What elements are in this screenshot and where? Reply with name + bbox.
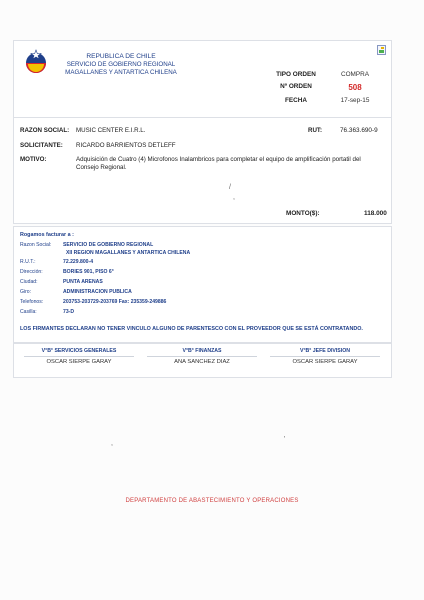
institution-line: SERVICIO DE GOBIERNO REGIONAL xyxy=(66,61,176,68)
signature-title: V°B° JEFE DIVISION xyxy=(270,348,380,357)
department-footer: DEPARTAMENTO DE ABASTECIMIENTO Y OPERACIONES xyxy=(125,498,299,504)
order-number-row xyxy=(270,83,388,92)
billing-row-value: XII REGION MAGALLANES Y ANTARTICA CHILENA xyxy=(66,250,191,256)
signature-title: V°B° FINANZAS xyxy=(147,348,257,357)
signature-title: V°B° SERVICIOS GENERALES xyxy=(24,348,134,357)
motivo-label: MOTIVO: xyxy=(20,156,47,163)
pen-mark: ' xyxy=(284,436,286,443)
billing-row-value: PUNTA ARENAS xyxy=(63,279,103,285)
government-crest-icon xyxy=(22,47,50,75)
billing-row-value: SERVICIO DE GOBIERNO REGIONAL xyxy=(63,242,154,248)
billing-row-label: Giro: xyxy=(20,289,32,295)
razon-social-value: MUSIC CENTER E.I.R.L. xyxy=(76,127,146,134)
billing-row-value: ADMINISTRACION PUBLICA xyxy=(63,289,132,295)
solicitante-value: RICARDO BARRIENTOS DETLEFF xyxy=(76,142,176,149)
order-number-value: 508 xyxy=(348,83,362,92)
order-header xyxy=(13,40,392,118)
rut-value: 76.363.690-9 xyxy=(340,127,378,134)
monto-value: 118.000 xyxy=(364,210,387,217)
motivo-value: Adquisición de Cuatro (4) Microfonos Inalambricos para completar el equipo de amplificación portatil del Consejo Regional. xyxy=(76,156,361,171)
billing-row-label: Casilla: xyxy=(20,309,37,315)
billing-row-label: Razon Social: xyxy=(20,242,52,248)
billing-row-value: 73-D xyxy=(63,309,75,315)
billing-info xyxy=(13,226,392,343)
signature-name: OSCAR SIERPE GARAY xyxy=(292,359,358,365)
order-number-label: Nº ORDEN xyxy=(280,83,312,90)
billing-row-value: 72.229.800-4 xyxy=(63,259,94,265)
institution-line: MAGALLANES Y ANTARTICA CHILENA xyxy=(65,69,177,76)
billing-row-label: Ciudad: xyxy=(20,279,38,285)
institution-name xyxy=(58,53,184,77)
signature-block xyxy=(147,348,257,365)
signature-block xyxy=(24,348,134,365)
rut-label: RUT: xyxy=(308,127,323,134)
order-details xyxy=(13,117,392,224)
razon-social-label: RAZON SOCIAL: xyxy=(20,127,70,134)
billing-row-label: Telefonos: xyxy=(20,299,44,305)
declaration-text: LOS FIRMANTES DECLARAN NO TENER VINCULO ALGUNO DE PARENTESCO CON EL PROVEEDOR QUE SE ESTÁ CONTRATANDO. xyxy=(20,326,363,332)
order-date-row xyxy=(270,97,388,104)
order-type-label: TIPO ORDEN xyxy=(276,71,316,78)
order-date-label: FECHA xyxy=(284,97,307,104)
billing-row-label: R.U.T.: xyxy=(20,259,36,265)
order-type-row xyxy=(270,71,388,78)
pen-mark: , xyxy=(111,440,113,447)
billing-heading: Rogamos facturar a : xyxy=(20,232,74,238)
order-type-value: COMPRA xyxy=(340,71,370,78)
document-icon xyxy=(377,45,386,55)
approval-signatures xyxy=(13,343,392,378)
signature-name: ANA SANCHEZ DIAZ xyxy=(174,359,230,365)
pen-mark: , xyxy=(233,194,235,201)
institution-line: REPUBLICA DE CHILE xyxy=(86,53,156,60)
billing-row-value: 203753-203729-203769 Fax: 235359-249886 xyxy=(63,299,167,305)
signature-block xyxy=(270,348,380,365)
solicitante-label: SOLICITANTE: xyxy=(20,142,63,149)
billing-row-label: Dirección: xyxy=(20,269,43,275)
monto-label: MONTO($): xyxy=(286,210,320,217)
order-date-value: 17-sep-15 xyxy=(340,97,370,104)
signature-name: OSCAR SIERPE GARAY xyxy=(46,359,112,365)
billing-row-value: BORIES 901, PISO 6° xyxy=(63,269,114,275)
pen-mark: / xyxy=(229,184,231,191)
